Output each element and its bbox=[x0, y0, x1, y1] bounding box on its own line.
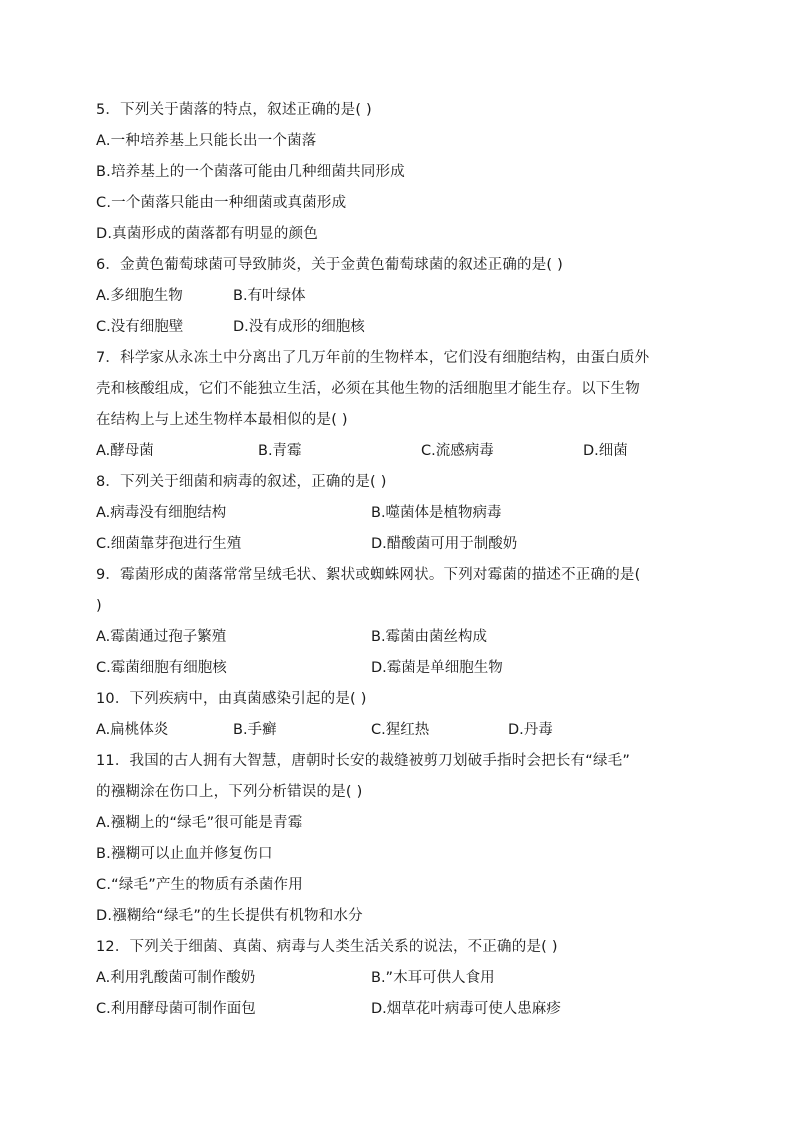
q6-option-a: A.多细胞生物 bbox=[96, 288, 183, 304]
q10-options-row bbox=[96, 715, 706, 746]
q8-options-row-2 bbox=[96, 529, 706, 560]
q9-stem-line-1: 9．霉菌形成的菌落常常呈绒毛状、絮状或蜘蛛网状。下列对霉菌的描述不正确的是( bbox=[96, 567, 641, 583]
q12-option-c: C.利用酵母菌可制作面包 bbox=[96, 1001, 256, 1017]
q12-options-row-1 bbox=[96, 963, 706, 994]
q11-option-c: C.“绿毛”产生的物质有杀菌作用 bbox=[96, 877, 303, 893]
q6-option-d: D.没有成形的细胞核 bbox=[233, 319, 365, 335]
q12-option-d: D.烟草花叶病毒可使人患麻疹 bbox=[371, 1001, 561, 1017]
q9-option-b: B.霉菌由菌丝构成 bbox=[371, 629, 488, 645]
q5-stem: 5．下列关于菌落的特点，叙述正确的是( ) bbox=[96, 102, 372, 118]
q9-options-row-1 bbox=[96, 622, 706, 653]
q11-stem-line-2: 的襁糊涂在伤口上，下列分析错误的是( ) bbox=[96, 784, 363, 800]
q8-options-row-1 bbox=[96, 498, 706, 529]
q6-stem: 6．金黄色葡萄球菌可导致肺炎，关于金黄色葡萄球菌的叙述正确的是( ) bbox=[96, 257, 563, 273]
q8-option-a: A.病毒没有细胞结构 bbox=[96, 505, 227, 521]
q9-option-d: D.霉菌是单细胞生物 bbox=[371, 660, 503, 676]
q7-stem-line-2: 壳和核酸组成，它们不能独立生活，必须在其他生物的活细胞里才能生存。以下生物 bbox=[96, 381, 640, 397]
q10-option-c: C.猩红热 bbox=[371, 722, 430, 738]
q8-option-d: D.醋酸菌可用于制酸奶 bbox=[371, 536, 518, 552]
q9-options-row-2 bbox=[96, 653, 706, 684]
q11-option-d: D.襁糊给“绿毛”的生长提供有机物和水分 bbox=[96, 908, 363, 924]
q11-option-a: A.襁糊上的“绿毛”很可能是青霉 bbox=[96, 815, 303, 831]
q12-option-a: A.利用乳酸菌可制作酸奶 bbox=[96, 970, 256, 986]
q10-option-d: D.丹毒 bbox=[508, 722, 553, 738]
q5-option-a: A.一种培养基上只能长出一个菌落 bbox=[96, 133, 317, 149]
q10-option-a: A.扁桃体炎 bbox=[96, 722, 169, 738]
q10-stem: 10．下列疾病中，由真菌感染引起的是( ) bbox=[96, 691, 367, 707]
q10-option-b: B.手癣 bbox=[233, 722, 277, 738]
q7-option-b: B.青霉 bbox=[258, 443, 302, 459]
q7-options-row bbox=[96, 436, 706, 467]
q7-option-d: D.细菌 bbox=[583, 443, 628, 459]
q5-option-b: B.培养基上的一个菌落可能由几种细菌共同形成 bbox=[96, 164, 405, 180]
q5-option-c: C.一个菌落只能由一种细菌或真菌形成 bbox=[96, 195, 347, 211]
q8-option-c: C.细菌靠芽孢进行生殖 bbox=[96, 536, 242, 552]
q6-option-c: C.没有细胞壁 bbox=[96, 319, 184, 335]
q12-option-b: B.”木耳可供人食用 bbox=[371, 970, 495, 986]
q6-options-row-2 bbox=[96, 312, 706, 343]
q8-option-b: B.噬菌体是植物病毒 bbox=[371, 505, 502, 521]
q12-stem: 12．下列关于细菌、真菌、病毒与人类生活关系的说法，不正确的是( ) bbox=[96, 939, 558, 955]
q7-option-a: A.酵母菌 bbox=[96, 443, 154, 459]
q7-stem-line-3: 在结构上与上述生物样本最相似的是( ) bbox=[96, 412, 348, 428]
q9-option-c: C.霉菌细胞有细胞核 bbox=[96, 660, 227, 676]
q5-option-d: D.真菌形成的菌落都有明显的颜色 bbox=[96, 226, 318, 242]
q9-stem-line-2: ) bbox=[96, 598, 102, 614]
question-list bbox=[96, 95, 706, 1025]
q9-option-a: A.霉菌通过孢子繁殖 bbox=[96, 629, 227, 645]
q6-options-row-1 bbox=[96, 281, 706, 312]
q6-option-b: B.有叶绿体 bbox=[233, 288, 306, 304]
q8-stem: 8．下列关于细菌和病毒的叙述，正确的是( ) bbox=[96, 474, 387, 490]
q11-stem-line-1: 11．我国的古人拥有大智慧，唐朝时长安的裁缝被剪刀划破手指时会把长有“绿毛” bbox=[96, 753, 631, 769]
q12-options-row-2 bbox=[96, 994, 706, 1025]
q7-stem-line-1: 7．科学家从永冻土中分离出了几万年前的生物样本，它们没有细胞结构，由蛋白质外 bbox=[96, 350, 650, 366]
q11-option-b: B.襁糊可以止血并修复伤口 bbox=[96, 846, 273, 862]
q7-option-c: C.流感病毒 bbox=[421, 443, 494, 459]
